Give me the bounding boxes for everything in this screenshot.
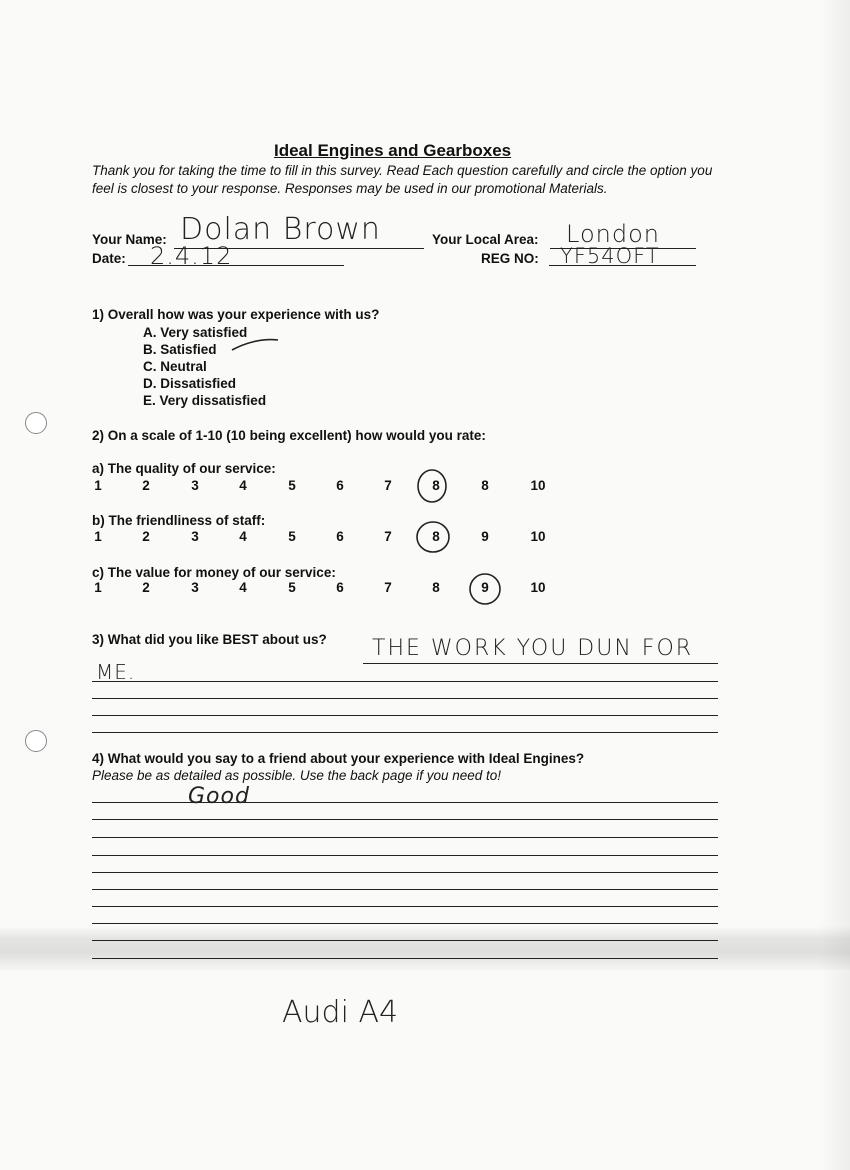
rating-option[interactable]: 3	[191, 580, 199, 595]
footer-note: Audi A4	[282, 995, 399, 1030]
rating-option[interactable]: 1	[94, 529, 102, 544]
rating-option[interactable]: 3	[191, 529, 199, 544]
rating-option[interactable]: 5	[288, 580, 296, 595]
rating-option[interactable]: 7	[384, 529, 392, 544]
reg-value[interactable]: YF54OFT	[560, 244, 660, 268]
q2b-circle	[417, 522, 449, 552]
rating-option[interactable]: 3	[191, 478, 199, 493]
area-value[interactable]: London	[566, 220, 660, 248]
q4-question: 4) What would you say to a friend about your experience with Ideal Engines?	[92, 751, 585, 766]
name-value[interactable]: Dolan Brown	[180, 212, 381, 247]
q1-option-d[interactable]: D. Dissatisfied	[143, 376, 237, 391]
q2c-label: c) The value for money of our service:	[92, 565, 336, 580]
q1-question: 1) Overall how was your experience with us?	[92, 307, 380, 322]
rating-option[interactable]: 8	[481, 478, 489, 493]
area-label: Your Local Area:	[432, 232, 539, 247]
rating-option[interactable]: 6	[336, 478, 344, 493]
rating-option[interactable]: 8	[432, 478, 440, 493]
q4-answer[interactable]: Good	[188, 784, 250, 809]
q3-answer-line2[interactable]: ME.	[96, 660, 136, 684]
q2b-label: b) The friendliness of staff:	[92, 513, 266, 528]
rating-option[interactable]: 6	[336, 529, 344, 544]
rating-option[interactable]: 8	[432, 529, 440, 544]
q2a-label: a) The quality of our service:	[92, 461, 276, 476]
q2-question: 2) On a scale of 1-10 (10 being excellent) how would you rate:	[92, 428, 486, 443]
rating-option[interactable]: 5	[288, 478, 296, 493]
rating-option[interactable]: 10	[530, 478, 546, 493]
rating-option[interactable]: 2	[142, 580, 150, 595]
q1-option-a[interactable]: A. Very satisfied	[143, 325, 248, 340]
rating-option[interactable]: 4	[239, 478, 247, 493]
q4-note: Please be as detailed as possible. Use the back page if you need to!	[92, 768, 502, 783]
q2c-circle	[470, 574, 500, 604]
rating-option[interactable]: 5	[288, 529, 296, 544]
rating-option[interactable]: 7	[384, 580, 392, 595]
rating-option[interactable]: 2	[142, 529, 150, 544]
q1-option-b[interactable]: B. Satisfied	[143, 342, 217, 357]
rating-option[interactable]: 7	[384, 478, 392, 493]
q1-option-c[interactable]: C. Neutral	[143, 359, 207, 374]
rating-option[interactable]: 4	[239, 580, 247, 595]
q1-tick-mark	[232, 340, 278, 350]
name-label: Your Name:	[92, 232, 167, 247]
q3-question: 3) What did you like BEST about us?	[92, 632, 327, 647]
rating-option[interactable]: 9	[481, 580, 489, 595]
rating-option[interactable]: 10	[530, 529, 546, 544]
rating-option[interactable]: 1	[94, 580, 102, 595]
survey-intro: Thank you for taking the time to fill in this survey. Read Each question carefully and circle the option you feel is closest to your response. Responses may be used in our promotional Materials.	[92, 163, 713, 196]
rating-option[interactable]: 10	[530, 580, 546, 595]
rating-option[interactable]: 1	[94, 478, 102, 493]
rating-option[interactable]: 6	[336, 580, 344, 595]
rating-option[interactable]: 4	[239, 529, 247, 544]
date-value[interactable]: 2.4.12	[150, 242, 233, 270]
rating-option[interactable]: 8	[432, 580, 440, 595]
q3-answer-line1[interactable]: THE WORK YOU DUN FOR	[372, 636, 694, 661]
survey-title: Ideal Engines and Gearboxes	[274, 141, 512, 160]
q1-option-e[interactable]: E. Very dissatisfied	[143, 393, 267, 408]
date-label: Date:	[92, 251, 126, 266]
rating-option[interactable]: 2	[142, 478, 150, 493]
q2a-circle	[418, 470, 446, 502]
rating-option[interactable]: 9	[481, 529, 489, 544]
reg-label: REG NO:	[481, 251, 539, 266]
